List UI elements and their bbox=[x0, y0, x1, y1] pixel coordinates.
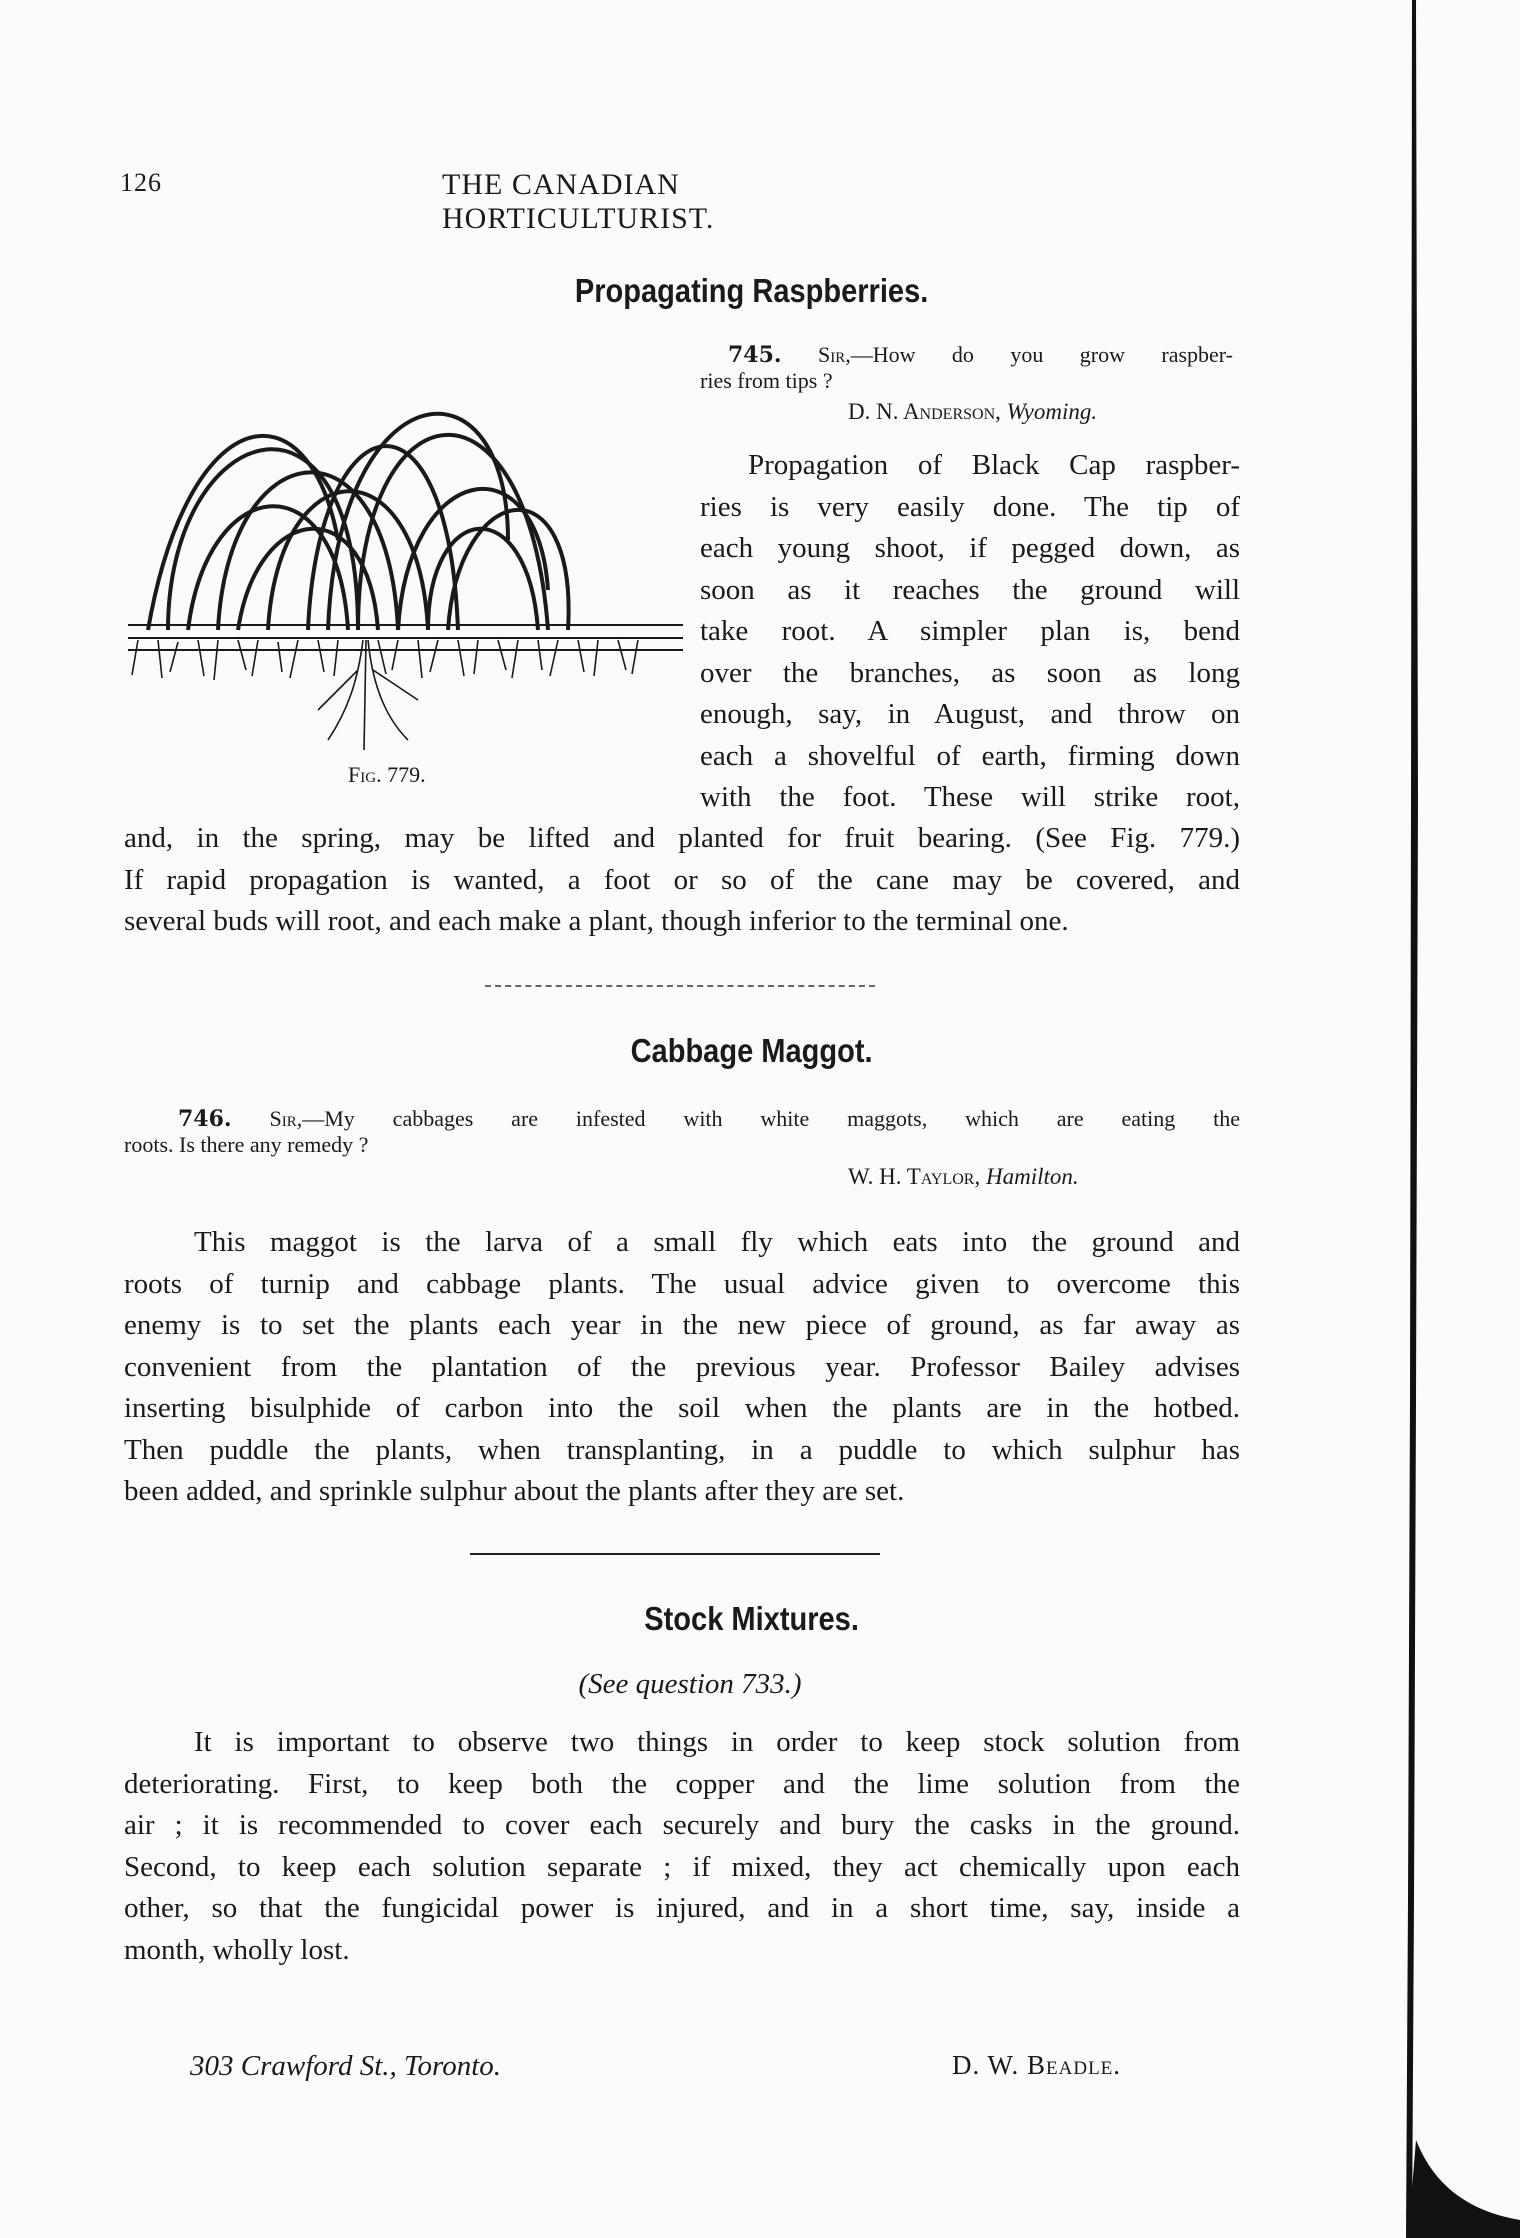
query-text-line2: roots. Is there any remedy ? bbox=[124, 1132, 369, 1157]
query-text-line2: ries from tips ? bbox=[700, 368, 833, 393]
signature-name: W. H. Taylor, bbox=[848, 1164, 981, 1189]
answer-line: inserting bisulphide of carbon into the soil when the plants are in the hotbed. bbox=[124, 1392, 1240, 1424]
answer-line: roots of turnip and cabbage plants. The usual advice given to overcome this bbox=[124, 1267, 1240, 1300]
figure-caption: Fig. 779. bbox=[348, 762, 426, 787]
answer-746 bbox=[124, 1222, 1240, 1513]
answer-line: month, wholly lost. bbox=[124, 1933, 350, 1966]
answer-line: ries is very easily done. The tip of bbox=[700, 490, 1240, 523]
author-name: D. W. Beadle. bbox=[952, 2050, 1122, 2080]
answer-stock bbox=[124, 1722, 1240, 1971]
answer-line: Then puddle the plants, when transplanting, in a puddle to which sulphur has bbox=[124, 1433, 1240, 1466]
section-divider-dashed bbox=[485, 985, 875, 989]
signature-746 bbox=[848, 1164, 1079, 1190]
page-number: 126 bbox=[120, 168, 162, 197]
query-number: 746. bbox=[178, 1106, 232, 1132]
section-divider-rule bbox=[470, 1553, 880, 1555]
answer-line: deteriorating. First, to keep both the copper and the lime solution from the bbox=[124, 1767, 1240, 1800]
answer-line: each a shovelful of earth, firming down bbox=[700, 739, 1240, 772]
author-address: 303 Crawford St., Toronto. bbox=[190, 2050, 502, 2082]
answer-line: with the foot. These will strike root, bbox=[700, 781, 1240, 813]
query-number: 745. bbox=[728, 342, 782, 368]
signature-place: Wyoming. bbox=[1006, 399, 1098, 424]
answer-line: Propagation of Black Cap raspber- bbox=[748, 449, 1240, 481]
answer-line: soon as it reaches the ground will bbox=[700, 573, 1240, 606]
section-title-stock-mixtures: Stock Mixtures. bbox=[644, 1600, 859, 1637]
query-745 bbox=[700, 342, 1233, 394]
answer-line: convenient from the plantation of the previous year. Professor Bailey advises bbox=[124, 1350, 1240, 1383]
answer-line: been added, and sprinkle sulphur about the plants after they are set. bbox=[124, 1475, 905, 1507]
answer-line: over the branches, as soon as long bbox=[700, 656, 1240, 689]
answer-line: each young shoot, if pegged down, as bbox=[700, 532, 1240, 564]
answer-line: other, so that the fungicidal power is injured, and in a short time, say, inside a bbox=[124, 1892, 1240, 1924]
query-sir: Sir, bbox=[269, 1106, 303, 1131]
section-subtitle: (See question 733.) bbox=[578, 1668, 802, 1700]
answer-745-full bbox=[124, 818, 1240, 943]
section-title-cabbage-maggot: Cabbage Maggot. bbox=[630, 1032, 873, 1069]
section-title-raspberries: Propagating Raspberries. bbox=[574, 272, 929, 309]
answer-line: Second, to keep each solution separate ; if mixed, they act chemically upon each bbox=[124, 1850, 1240, 1883]
answer-line: This maggot is the larva of a small fly which eats into the ground and bbox=[194, 1226, 1240, 1258]
running-head bbox=[120, 168, 940, 235]
signature-place: Hamilton. bbox=[985, 1164, 1079, 1189]
answer-line: If rapid propagation is wanted, a foot or so of the cane may be covered, and bbox=[124, 863, 1240, 896]
answer-line: take root. A simpler plan is, bend bbox=[700, 615, 1240, 647]
binding-edge bbox=[1402, 0, 1520, 2238]
signature-name: D. N. Anderson, bbox=[848, 399, 1001, 424]
journal-title: THE CANADIAN HORTICULTURIST. bbox=[442, 168, 715, 235]
answer-line: and, in the spring, may be lifted and planted for fruit bearing. (See Fig. 779.) bbox=[124, 822, 1240, 854]
answer-line: enough, say, in August, and throw on bbox=[700, 698, 1240, 730]
query-sir: Sir, bbox=[818, 342, 851, 367]
signature-745 bbox=[848, 399, 1097, 425]
answer-line: air ; it is recommended to cover each securely and bury the casks in the ground. bbox=[124, 1809, 1240, 1841]
answer-line: enemy is to set the plants each year in the new piece of ground, as far away as bbox=[124, 1309, 1240, 1341]
answer-745-narrow bbox=[700, 445, 1240, 819]
answer-line: several buds will root, and each make a plant, though inferior to the terminal one. bbox=[124, 905, 1069, 937]
query-746 bbox=[124, 1106, 1240, 1158]
query-text-line1: —My cabbages are infested with white maggots, which are eating the bbox=[302, 1106, 1240, 1131]
answer-line: It is important to observe two things in order to keep stock solution from bbox=[194, 1726, 1240, 1758]
query-text-line1: —How do you grow raspber- bbox=[850, 342, 1233, 367]
raspberry-figure bbox=[128, 340, 688, 760]
